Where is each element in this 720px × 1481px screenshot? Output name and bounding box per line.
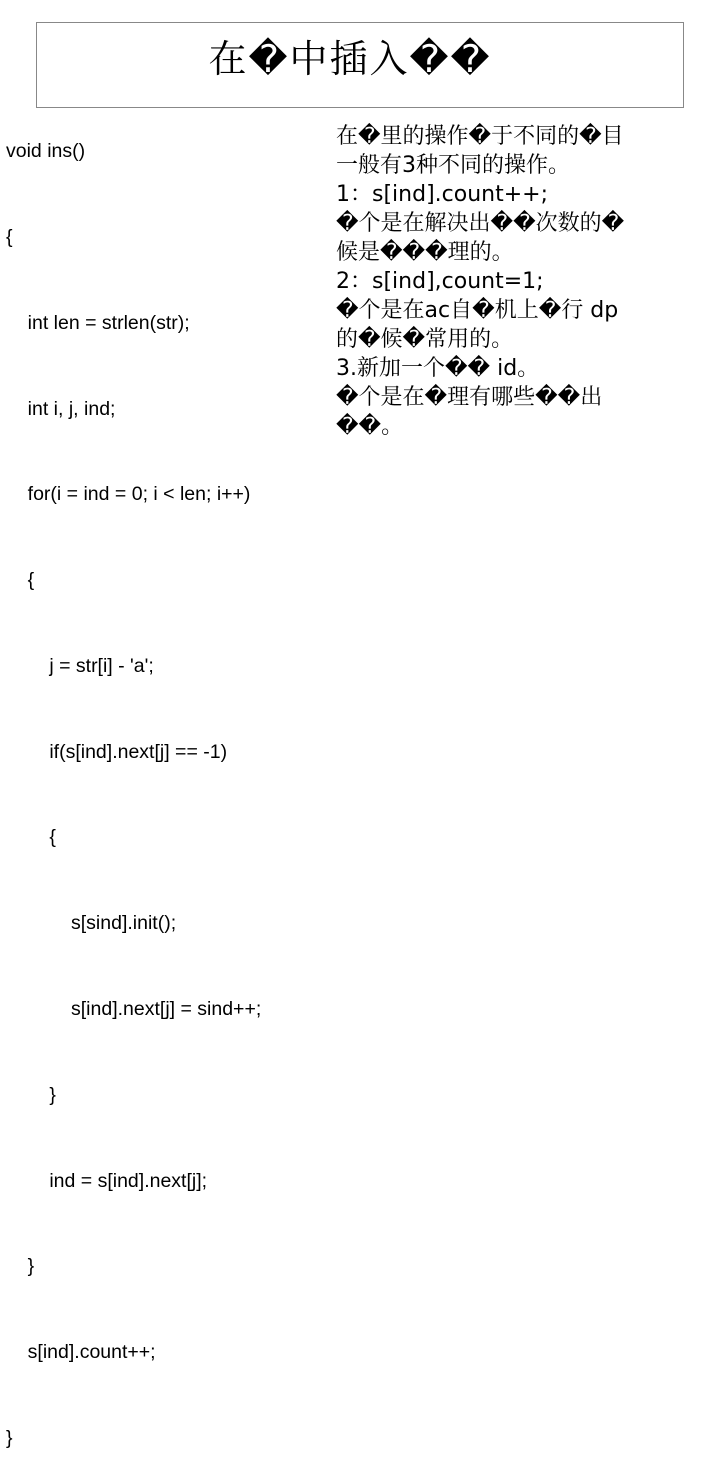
code-line: s[ind].count++; <box>6 1341 156 1364</box>
code-line: int i, j, ind; <box>6 397 116 420</box>
note-line: 3.新加一个�� id。 <box>336 356 540 381</box>
code-line: ind = s[ind].next[j]; <box>6 1169 208 1192</box>
note-line: 2：s[ind],count=1; <box>336 269 544 294</box>
code-line: } <box>6 1426 13 1449</box>
explanation-text <box>336 122 716 441</box>
code-line: { <box>6 826 56 849</box>
note-line: 在�里的操作�于不同的�目 <box>336 124 624 149</box>
code-line: j = str[i] - 'a'; <box>6 654 154 677</box>
code-line: { <box>6 569 35 592</box>
code-line: { <box>6 225 13 248</box>
code-block <box>6 80 336 1481</box>
slide-title: 在�中插入�� <box>208 37 492 81</box>
code-line: } <box>6 1083 56 1106</box>
note-line: 的�候�常用的。 <box>336 327 514 352</box>
note-line: �个是在ac自�机上�行 dp <box>336 298 619 323</box>
note-line: 候是���理的。 <box>336 240 514 265</box>
note-line: 1：s[ind].count++; <box>336 182 548 207</box>
code-line: int len = strlen(str); <box>6 311 190 334</box>
code-line: for(i = ind = 0; i < len; i++) <box>6 483 251 506</box>
note-line: �个是在解决出��次数的� <box>336 211 625 236</box>
note-line: �个是在�理有哪些��出 <box>336 385 603 410</box>
code-line: s[sind].init(); <box>6 912 177 935</box>
code-line: } <box>6 1255 35 1278</box>
code-line: s[ind].next[j] = sind++; <box>6 998 262 1020</box>
note-line: ��。 <box>336 414 404 439</box>
note-line: 一般有3种不同的操作。 <box>336 153 570 178</box>
code-line: if(s[ind].next[j] == -1) <box>6 740 228 763</box>
code-line: void ins() <box>6 140 86 163</box>
